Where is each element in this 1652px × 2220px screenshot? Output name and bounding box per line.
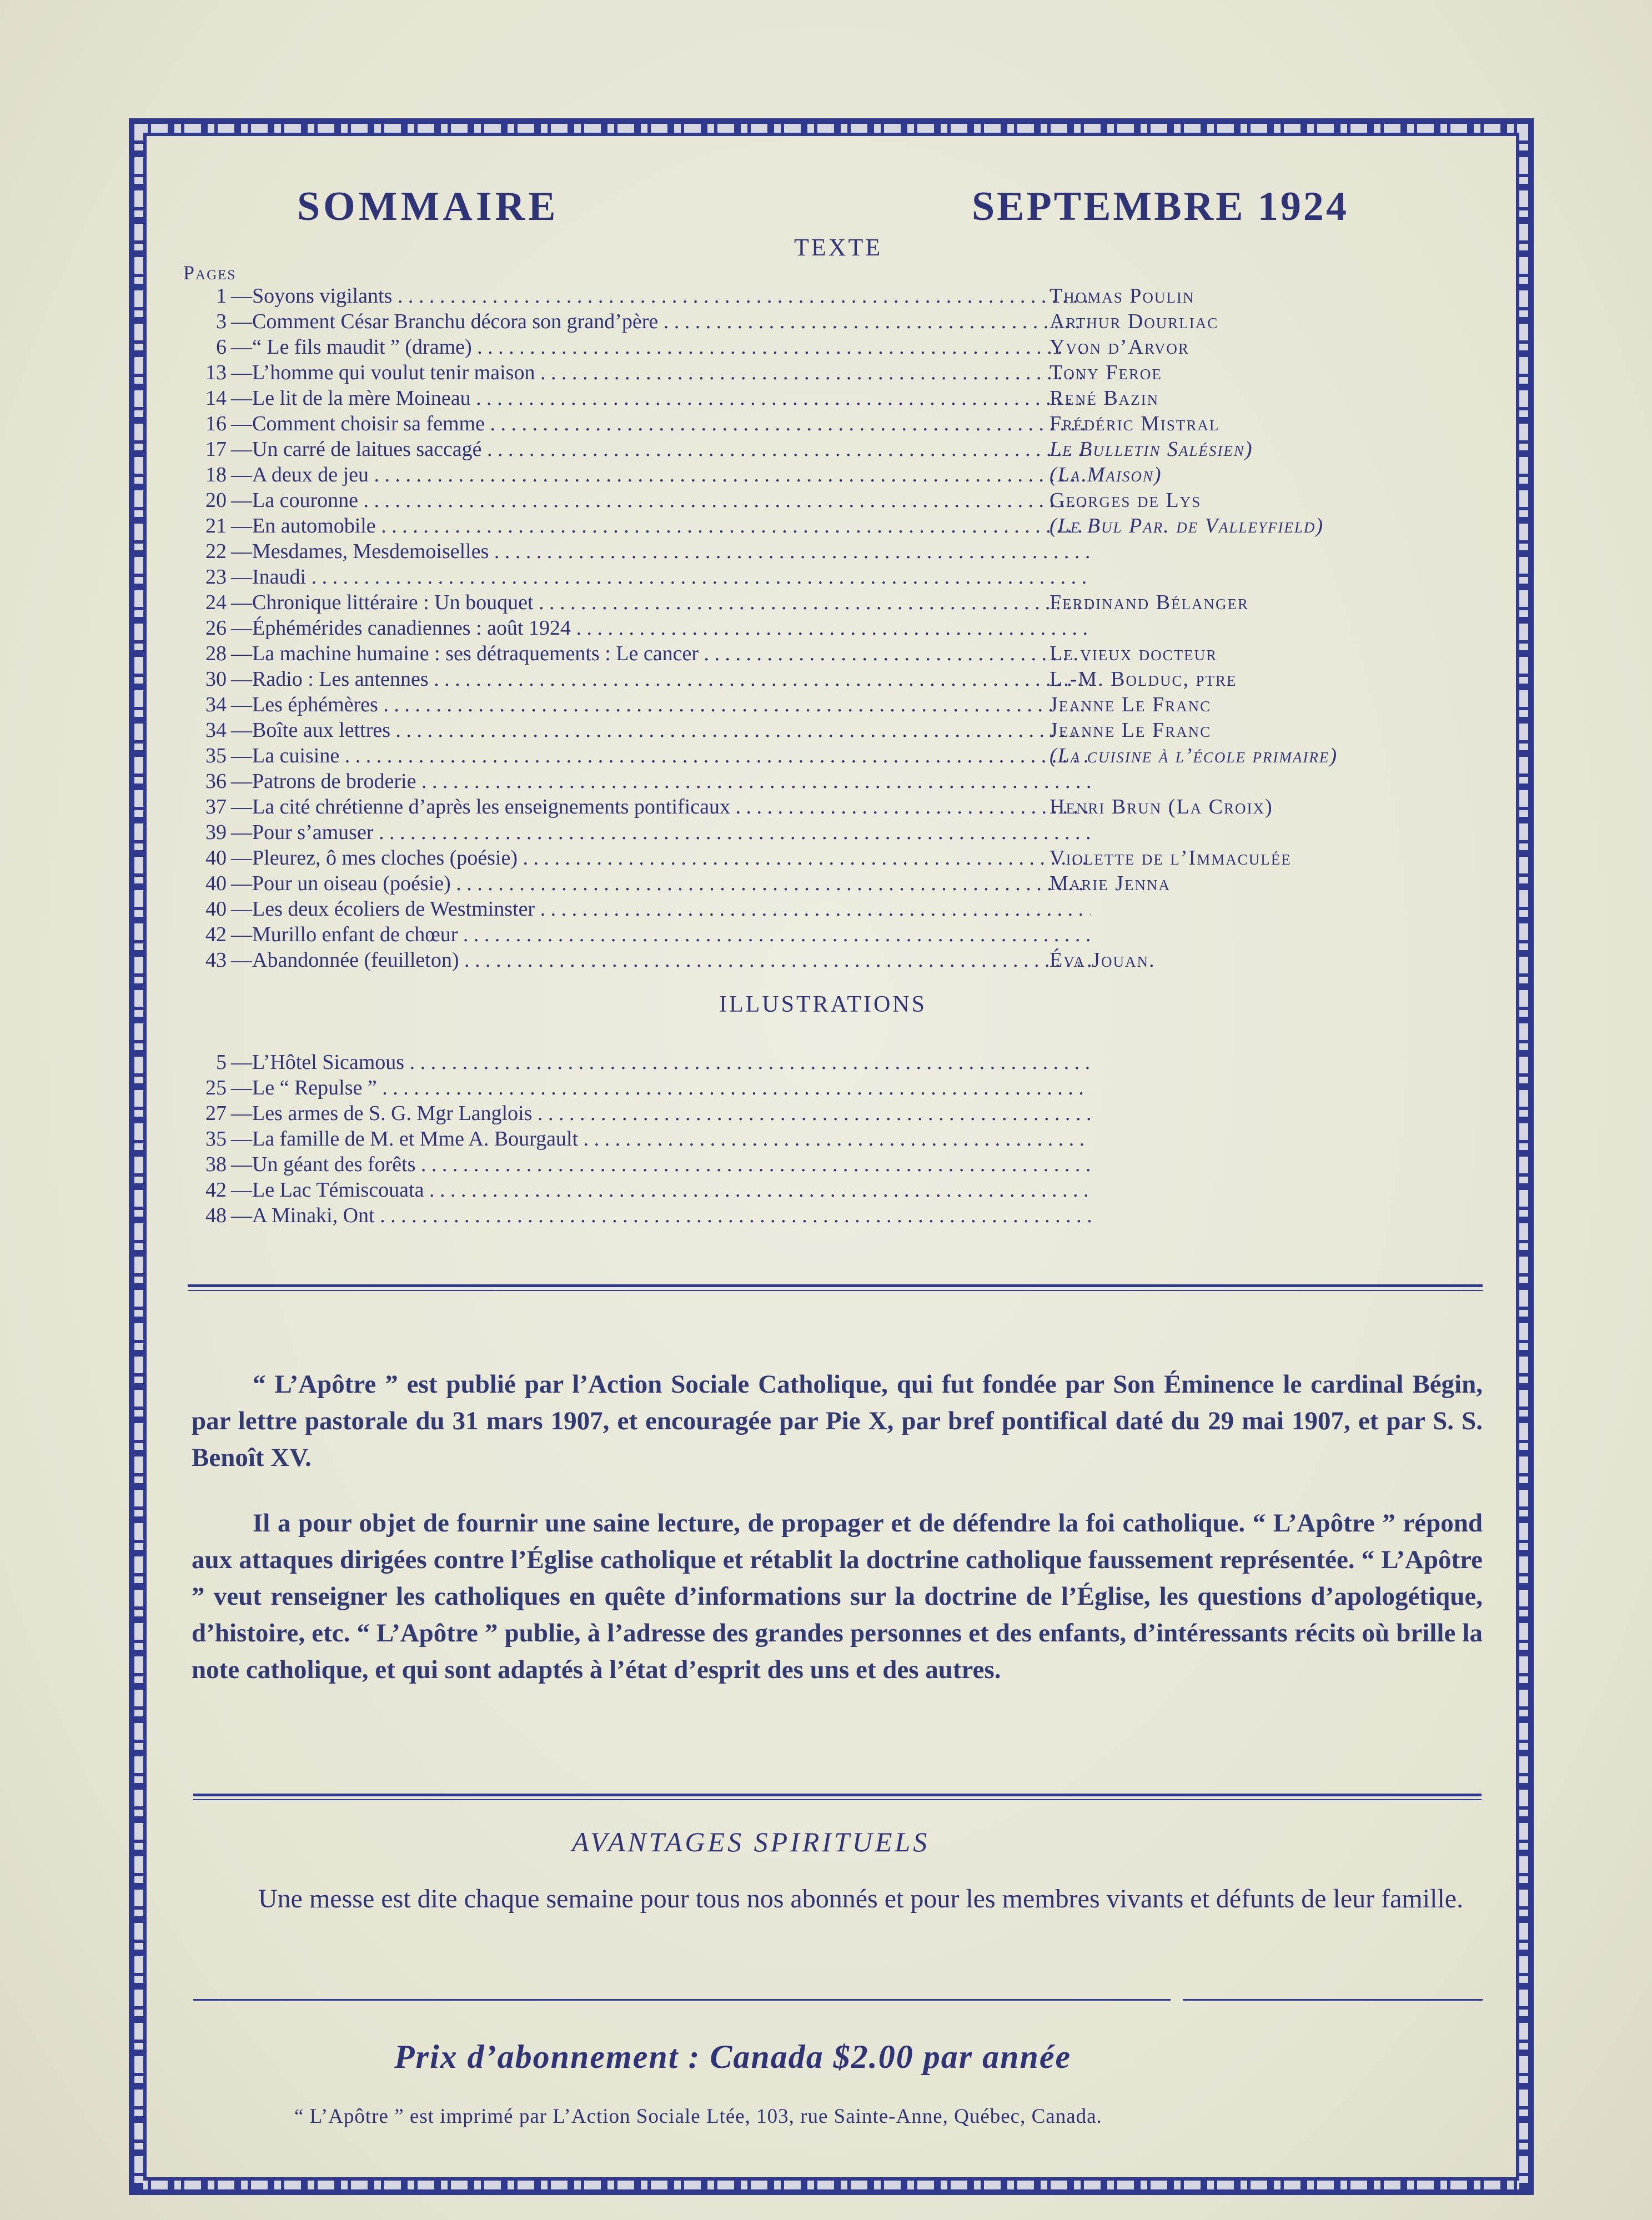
- dash-separator: —: [231, 795, 252, 818]
- article-title: Pour s’amuser . . .: [252, 820, 1091, 845]
- illustration-title: A Minaki, Ont . . .: [252, 1203, 1091, 1228]
- article-title: Murillo enfant de chœur . . .: [252, 922, 1091, 947]
- page-number: 36: [205, 770, 227, 793]
- page-number: 35: [205, 1127, 227, 1151]
- article-title: Patrons de broderie . . .: [252, 769, 1091, 794]
- dash-separator: —: [231, 616, 252, 640]
- illustration-title: Le “ Repulse ” . . .: [252, 1075, 1091, 1101]
- article-row: [183, 692, 1483, 717]
- article-title: A deux de jeu . . .: [252, 462, 1091, 488]
- dash-separator: —: [231, 667, 252, 691]
- paragraph-text: Une messe est dite chaque semaine pour tous nos abonnés et pour les membres vivants et défunts de leur famille.: [258, 1884, 1464, 1913]
- article-row: [183, 411, 1483, 436]
- pages-label: Pages: [183, 262, 237, 284]
- page-number: 14: [205, 386, 227, 410]
- author-name: Henri Brun (La Croix): [1050, 795, 1273, 818]
- author-name: Frédéric Mistral: [1050, 412, 1220, 435]
- dash-separator: —: [231, 1127, 252, 1151]
- page-number: 16: [205, 412, 227, 435]
- illustration-row: [183, 1126, 1483, 1152]
- dash-separator: —: [231, 386, 252, 410]
- section-title-texte: TEXTE: [794, 234, 883, 261]
- dash-separator: —: [231, 412, 252, 435]
- page-number: 24: [205, 591, 227, 614]
- article-title: La couronne . . .: [252, 488, 1091, 513]
- page-number: 34: [205, 719, 227, 742]
- article-title: Les deux écoliers de Westminster . . .: [252, 896, 1091, 922]
- avantages-title: AVANTAGES SPIRITUELS: [572, 1826, 930, 1857]
- article-row: [183, 385, 1483, 411]
- page-number: 28: [205, 642, 227, 665]
- illustration-title: Le Lac Témiscouata . . .: [252, 1177, 1091, 1203]
- border-ornament-bottom: [134, 2181, 1528, 2189]
- article-row: [183, 513, 1483, 539]
- subscription-price: Prix d’abonnement : Canada $2.00 par année: [394, 2038, 1072, 2075]
- dash-separator: —: [231, 1076, 252, 1099]
- author-name: (La Maison): [1050, 463, 1162, 486]
- article-row: [183, 820, 1483, 845]
- page-number: 5: [216, 1051, 227, 1074]
- dash-separator: —: [231, 1204, 252, 1227]
- article-row: [183, 743, 1483, 769]
- article-row: [183, 666, 1483, 692]
- page-number: 40: [205, 897, 227, 921]
- dash-separator: —: [231, 1178, 252, 1202]
- illustration-row: [183, 1177, 1483, 1203]
- dash-separator: —: [231, 642, 252, 665]
- article-row: [183, 717, 1483, 743]
- page-number: 3: [216, 310, 227, 333]
- section-title-illustrations: ILLUSTRATIONS: [719, 992, 927, 1017]
- divider-rule: [1183, 1999, 1483, 2001]
- dash-separator: —: [231, 565, 252, 589]
- page-number: 20: [205, 489, 227, 512]
- dash-separator: —: [231, 335, 252, 359]
- dash-separator: —: [231, 770, 252, 793]
- author-name: L.-M. Bolduc, ptre: [1050, 667, 1237, 691]
- divider-rule: [193, 1999, 1171, 2001]
- article-row: [183, 436, 1483, 462]
- paragraph-text: Il a pour objet de fournir une saine lecture, de propager et de défendre la foi catholique. “ L’Apôtre ” répond aux attaques dirigées contre l’Église catholique et rétablit la doctrine catholique faussement représentée. “ L’Apôtre ” veut renseigner les catholiques en quête d’informations sur la doctrine de l’Église, les questions d’apologétique, d’histoire, etc. “ L’Apôtre ” publie, à l’adresse des grandes personnes et des enfants, d’intéressants récits où brille la note catholique, et qui sont adaptés à l’état d’esprit des uns et des autres.: [192, 1509, 1483, 1684]
- article-title: Soyons vigilants . . .: [252, 283, 1091, 309]
- page-number: 18: [205, 463, 227, 486]
- page-number: 27: [205, 1102, 227, 1125]
- article-row: [183, 947, 1483, 973]
- dash-separator: —: [231, 489, 252, 512]
- article-row: [183, 769, 1483, 794]
- article-row: [183, 283, 1483, 309]
- article-title: La cuisine . . .: [252, 743, 1091, 769]
- page-number: 13: [205, 361, 227, 384]
- author-name: Marie Jenna: [1050, 872, 1171, 895]
- illustration-row: [183, 1101, 1483, 1126]
- article-title: Mesdames, Mesdemoiselles . . .: [252, 539, 1091, 564]
- dash-separator: —: [231, 310, 252, 333]
- dash-separator: —: [231, 923, 252, 946]
- page-number: 39: [205, 821, 227, 844]
- dash-separator: —: [231, 948, 252, 972]
- author-name: Violette de l’Immaculée: [1050, 846, 1292, 870]
- page-number: 30: [205, 667, 227, 691]
- article-row: [183, 564, 1483, 590]
- dash-separator: —: [231, 693, 252, 716]
- page-number: 22: [205, 540, 227, 563]
- article-title: Les éphémères . . .: [252, 692, 1091, 717]
- article-row: [183, 590, 1483, 615]
- page-number: 42: [205, 923, 227, 946]
- page-number: 23: [205, 565, 227, 589]
- article-row: [183, 334, 1483, 360]
- article-title: Boîte aux lettres . . .: [252, 717, 1091, 743]
- author-name: Arthur Dourliac: [1050, 310, 1219, 333]
- author-name: Ferdinand Bélanger: [1050, 591, 1249, 614]
- author-name: Le Bulletin Salésien): [1050, 438, 1253, 461]
- author-name: (Le Bul Par. de Valleyfield): [1050, 514, 1324, 538]
- page-number: 38: [205, 1153, 227, 1176]
- author-name: Le vieux docteur: [1050, 642, 1218, 665]
- author-name: Yvon d’Arvor: [1050, 335, 1189, 359]
- paragraph-text: “ L’Apôtre ” est publié par l’Action Sociale Catholique, qui fut fondée par Son Éminence le cardinal Bégin, par lettre pastorale du 31 mars 1907, et encouragée par Pie X, par bref pontifical daté du 29 mai 1907, et par S. S. Benoît XV.: [192, 1370, 1483, 1472]
- page-number: 42: [205, 1178, 227, 1202]
- printer-note: “ L’Apôtre ” est imprimé par L’Action Sociale Ltée, 103, rue Sainte-Anne, Québec, Canada.: [294, 2105, 1102, 2128]
- dash-separator: —: [231, 1153, 252, 1176]
- dash-separator: —: [231, 438, 252, 461]
- article-row: [183, 539, 1483, 564]
- author-name: Tony Feroe: [1050, 361, 1162, 384]
- article-title: Pour un oiseau (poésie) . . .: [252, 871, 1091, 896]
- article-title: Abandonnée (feuilleton) . . .: [252, 947, 1091, 973]
- article-title: Un carré de laitues saccagé . . .: [252, 436, 1091, 462]
- article-row: [183, 360, 1483, 385]
- page-number: 40: [205, 872, 227, 895]
- page-number: 26: [205, 616, 227, 640]
- page-number: 35: [205, 744, 227, 767]
- dash-separator: —: [231, 744, 252, 767]
- article-title: Comment choisir sa femme . . .: [252, 411, 1091, 436]
- illustration-title: La famille de M. et Mme A. Bourgault . . .: [252, 1126, 1091, 1152]
- table-of-contents: [183, 283, 1483, 973]
- article-title: La cité chrétienne d’après les enseignements pontificaux . . .: [252, 794, 1091, 820]
- article-title: Chronique littéraire : Un bouquet . . .: [252, 590, 1091, 615]
- illustration-title: Les armes de S. G. Mgr Langlois . . .: [252, 1101, 1091, 1126]
- page-number: 17: [205, 438, 227, 461]
- page-number: 21: [205, 514, 227, 538]
- illustration-row: [183, 1075, 1483, 1101]
- article-title: Le lit de la mère Moineau . . .: [252, 385, 1091, 411]
- dash-separator: —: [231, 591, 252, 614]
- article-row: [183, 641, 1483, 666]
- border-ornament-left: [134, 124, 143, 2189]
- article-title: Éphémérides canadiennes : août 1924 . . .: [252, 615, 1091, 641]
- article-title: “ Le fils maudit ” (drame) . . .: [252, 334, 1091, 360]
- article-title: Radio : Les antennes . . .: [252, 666, 1091, 692]
- divider-rule: [193, 1799, 1482, 1800]
- article-title: La machine humaine : ses détraquements : Le cancer . . .: [252, 641, 1091, 666]
- page-number: 43: [205, 948, 227, 972]
- border-ornament-right: [1519, 124, 1528, 2189]
- divider-rule: [193, 1794, 1482, 1796]
- dash-separator: —: [231, 1051, 252, 1074]
- article-row: [183, 794, 1483, 820]
- page-number: 6: [216, 335, 227, 359]
- article-row: [183, 845, 1483, 871]
- article-row: [183, 922, 1483, 947]
- page-number: 34: [205, 693, 227, 716]
- dash-separator: —: [231, 514, 252, 538]
- avantages-text: [192, 1880, 1483, 1918]
- author-name: Éva Jouan.: [1050, 948, 1156, 972]
- article-row: [183, 462, 1483, 488]
- dash-separator: —: [231, 872, 252, 895]
- page-number: 37: [205, 795, 227, 818]
- dash-separator: —: [231, 897, 252, 921]
- author-name: Jeanne Le Franc: [1050, 719, 1212, 742]
- page-number: 48: [205, 1204, 227, 1227]
- article-row: [183, 488, 1483, 513]
- illustration-row: [183, 1203, 1483, 1228]
- page-number: 40: [205, 846, 227, 870]
- article-row: [183, 615, 1483, 641]
- divider-rule: [188, 1290, 1483, 1291]
- page-number: 1: [216, 284, 227, 308]
- issue-date: SEPTEMBRE 1924: [972, 184, 1349, 229]
- author-name: Jeanne Le Franc: [1050, 693, 1212, 716]
- page-title: SOMMAIRE: [297, 184, 559, 229]
- publication-paragraph: [192, 1366, 1483, 1476]
- border-ornament-top: [134, 124, 1528, 133]
- dash-separator: —: [231, 1102, 252, 1125]
- author-name: Georges de Lys: [1050, 489, 1202, 512]
- article-row: [183, 896, 1483, 922]
- purpose-paragraph: [192, 1505, 1483, 1688]
- article-title: Comment César Branchu décora son grand’père . . .: [252, 309, 1091, 334]
- author-name: Thomas Poulin: [1050, 284, 1195, 308]
- article-row: [183, 871, 1483, 896]
- article-row: [183, 309, 1483, 334]
- dash-separator: —: [231, 540, 252, 563]
- illustration-row: [183, 1152, 1483, 1177]
- dash-separator: —: [231, 361, 252, 384]
- dash-separator: —: [231, 846, 252, 870]
- illustration-title: L’Hôtel Sicamous . . .: [252, 1049, 1091, 1075]
- dash-separator: —: [231, 719, 252, 742]
- dash-separator: —: [231, 284, 252, 308]
- article-title: Inaudi . . .: [252, 564, 1091, 590]
- article-title: L’homme qui voulut tenir maison . . .: [252, 360, 1091, 385]
- dash-separator: —: [231, 821, 252, 844]
- dash-separator: —: [231, 463, 252, 486]
- illustrations-list: [183, 1049, 1483, 1228]
- author-name: (La cuisine à l’école primaire): [1050, 744, 1338, 767]
- illustration-row: [183, 1049, 1483, 1075]
- author-name: René Bazin: [1050, 386, 1159, 410]
- page-number: 25: [205, 1076, 227, 1099]
- article-title: En automobile . . .: [252, 513, 1091, 539]
- illustration-title: Un géant des forêts . . .: [252, 1152, 1091, 1177]
- divider-rule: [188, 1284, 1483, 1287]
- article-title: Pleurez, ô mes cloches (poésie) . . .: [252, 845, 1091, 871]
